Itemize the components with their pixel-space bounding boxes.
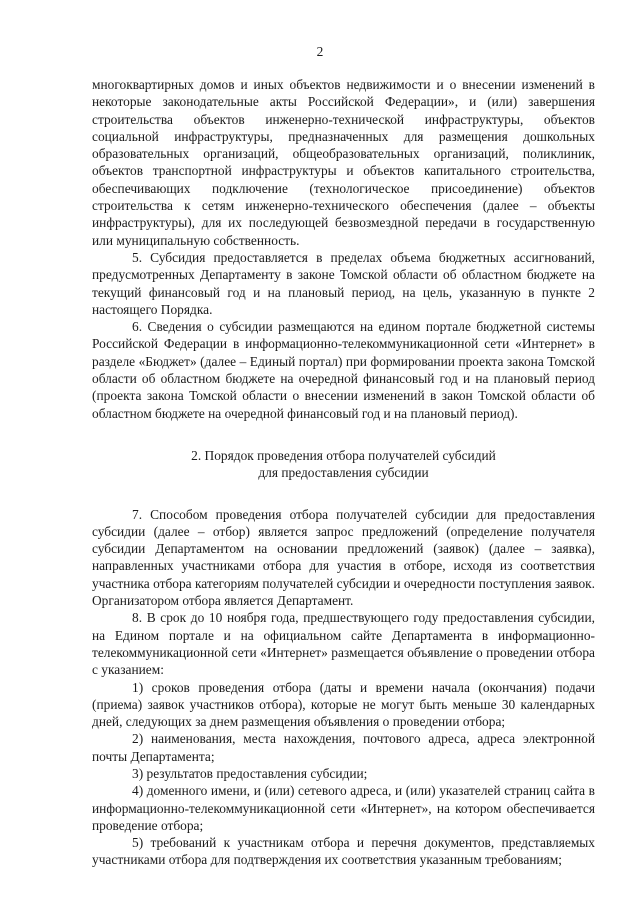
list-item-2: 2) наименования, места нахождения, почтового адреса, адреса электронной почты Департамента;: [92, 731, 595, 764]
paragraph-item-7: 7. Способом проведения отбора получателей субсидии для предоставления субсидии (далее – отбор) является запрос предложений (определение получателя субсидии Департаментом на основании предложений (заявок) (далее – заявка), направленных участниками отбора для участия в отборе, исходя из соответствия участника отбора категориям получателей субсидии и очередности поступления заявок. Организатором отбора является Департамент.: [92, 506, 596, 609]
list-item-1: 1) сроков проведения отбора (даты и времени начала (окончания) подачи (приема) заявок участников отбора), которые не могут быть меньше 30 календарных дней, следующих за днем размещения объявления о проведении отбора;: [92, 679, 595, 730]
list-item-4: 4) доменного имени, и (или) сетевого адреса, и (или) указателей страниц сайта в информационно-телекоммуникационной сети «Интернет», на котором обеспечивается проведение отбора;: [92, 783, 595, 833]
paragraph-item-6: 6. Сведения о субсидии размещаются на едином портале бюджетной системы Российской Федерации в информационно-телекоммуникационной сети «Интернет» в разделе «Бюджет» (далее – Единый портал) при формировании проекта закона Томской области об областном бюджете на очередной финансовый год и на плановый период (проекта закона Томской области о внесении изменений в закон Томской области об областном бюджете на очередной финансовый год и на плановый период).: [92, 319, 595, 421]
section-heading-line-1: 2. Порядок проведения отбора получателей субсидий: [191, 447, 496, 463]
paragraph-item-8: 8. В срок до 10 ноября года, предшествующего году предоставления субсидии, на Едином портале и на официальном сайте Департамента в информационно-телекоммуникационной сети «Интернет» размещается объявление о проведении отбора с указанием:: [92, 610, 595, 678]
paragraph-item-5: 5. Субсидия предоставляется в пределах объема бюджетных ассигнований, предусмотренных Департаменту в законе Томской области об областном бюджете на текущий финансовый год и на плановый период, на цель, указанную в пункте 2 настоящего Порядка.: [92, 249, 595, 317]
section-heading-line-2: для предоставления субсидии: [258, 465, 429, 481]
list-item-5: 5) требований к участникам отбора и перечня документов, представляемых участниками отбора для подтверждения их соответствия указанным требованиям;: [92, 835, 595, 868]
section-heading: [92, 447, 595, 482]
page-number: 2: [316, 44, 324, 59]
list-item-3: 3) результатов предоставления субсидии;: [132, 765, 368, 781]
document-body: [92, 76, 595, 869]
paragraph-continuation: многоквартирных домов и иных объектов недвижимости и о внесении изменений в некоторые законодательные акты Российской Федерации», и (или) завершения строительства объектов инженерно-технической инфраструктуры, объектов социальной инфраструктуры, предназначенных для размещения дошкольных образовательных организаций, общеобразовательных организаций, поликлиник, объектов транспортной инфраструктуры и объектов капитального строительства, обеспечивающих подключение (технологическое присоединение) объектов строительства к сетям инженерно-технического обеспечения (далее – объекты инфраструктуры), для их последующей безвозмездной передачи в государственную или муниципальную собственность.: [92, 77, 595, 248]
